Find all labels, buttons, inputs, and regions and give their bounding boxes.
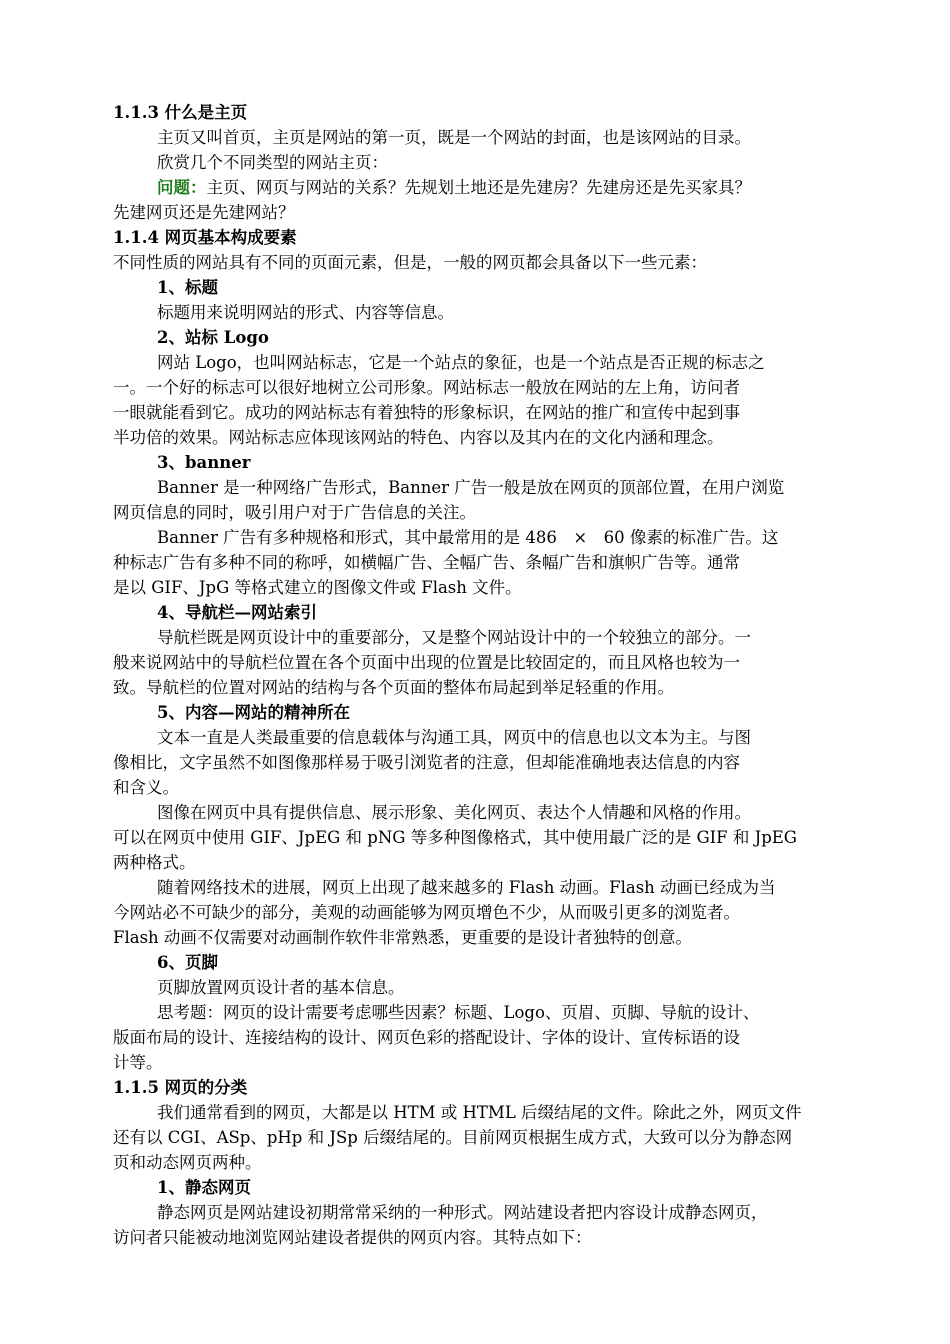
text-content: 1、标题 bbox=[157, 278, 218, 297]
text-content: 网页信息的同时，吸引用户对于广告信息的关注。 bbox=[113, 503, 476, 522]
text-content: 4、导航栏—网站索引 bbox=[157, 603, 317, 622]
question-label: 问题： bbox=[157, 178, 207, 197]
text-content: 像相比，文字虽然不如图像那样易于吸引浏览者的注意，但却能准确地表达信息的内容 bbox=[113, 753, 740, 772]
text-content: 可以在网页中使用 GIF、JpEG 和 pNG 等多种图像格式，其中使用最广泛的是 GIF 和 JpEG bbox=[113, 828, 797, 847]
text-content: 致。导航栏的位置对网站的结构与各个页面的整体布局起到举足轻重的作用。 bbox=[113, 678, 674, 697]
text-line bbox=[113, 175, 858, 200]
text-line bbox=[113, 800, 858, 825]
text-content: Banner 广告有多种规格和形式，其中最常用的是 486 × 60 像素的标准广告。这 bbox=[157, 528, 779, 547]
text-line bbox=[113, 875, 858, 900]
text-line bbox=[113, 1150, 858, 1175]
text-content: 访问者只能被动地浏览网站建设者提供的网页内容。其特点如下： bbox=[113, 1228, 592, 1247]
text-content: 思考题：网页的设计需要考虑哪些因素？标题、Logo、页眉、页脚、导航的设计、 bbox=[157, 1003, 760, 1022]
text-content: 1、静态网页 bbox=[157, 1178, 251, 1197]
text-content: 网站 Logo，也叫网站标志，它是一个站点的象征，也是一个站点是否正规的标志之 bbox=[157, 353, 765, 372]
text-line bbox=[113, 1000, 858, 1025]
text-content: 5、内容—网站的精神所在 bbox=[157, 703, 350, 722]
text-line bbox=[113, 850, 858, 875]
text-content: 种标志广告有多种不同的称呼，如横幅广告、全幅广告、条幅广告和旗帜广告等。通常 bbox=[113, 553, 740, 572]
text-line bbox=[113, 775, 858, 800]
text-content: 2、站标 Logo bbox=[157, 328, 269, 347]
text-content: Banner 是一种网络广告形式，Banner 广告一般是放在网页的顶部位置，在用户浏览 bbox=[157, 478, 785, 497]
text-content: 1.1.3 什么是主页 bbox=[113, 103, 248, 122]
text-line bbox=[113, 550, 858, 575]
text-line bbox=[113, 725, 858, 750]
text-content: 1.1.4 网页基本构成要素 bbox=[113, 228, 297, 247]
text-content: 一。一个好的标志可以很好地树立公司形象。网站标志一般放在网站的左上角，访问者 bbox=[113, 378, 740, 397]
text-content: 半功倍的效果。网站标志应体现该网站的特色、内容以及其内在的文化内涵和理念。 bbox=[113, 428, 724, 447]
text-line bbox=[113, 600, 858, 625]
text-content: 6、页脚 bbox=[157, 953, 218, 972]
text-line bbox=[113, 275, 858, 300]
text-line bbox=[113, 975, 858, 1000]
text-line bbox=[113, 1050, 858, 1075]
text-line bbox=[113, 1175, 858, 1200]
text-line bbox=[113, 425, 858, 450]
text-content: 今网站必不可缺少的部分，美观的动画能够为网页增色不少，从而吸引更多的浏览者。 bbox=[113, 903, 740, 922]
text-content: 图像在网页中具有提供信息、展示形象、美化网页、表达个人情趣和风格的作用。 bbox=[157, 803, 751, 822]
text-content: 欣赏几个不同类型的网站主页： bbox=[157, 153, 388, 172]
text-content: 般来说网站中的导航栏位置在各个页面中出现的位置是比较固定的，而且风格也较为一 bbox=[113, 653, 740, 672]
text-content: 页脚放置网页设计者的基本信息。 bbox=[157, 978, 405, 997]
text-line bbox=[113, 1125, 858, 1150]
text-line bbox=[113, 1200, 858, 1225]
text-content: 随着网络技术的进展，网页上出现了越来越多的 Flash 动画。Flash 动画已经成为当 bbox=[157, 878, 776, 897]
text-content: 是以 GIF、JpG 等格式建立的图像文件或 Flash 文件。 bbox=[113, 578, 522, 597]
text-content: 文本一直是人类最重要的信息载体与沟通工具，网页中的信息也以文本为主。与图 bbox=[157, 728, 751, 747]
text-content: 主页又叫首页，主页是网站的第一页，既是一个网站的封面，也是该网站的目录。 bbox=[157, 128, 751, 147]
text-line bbox=[113, 500, 858, 525]
text-line bbox=[113, 200, 858, 225]
text-line bbox=[113, 650, 858, 675]
text-line bbox=[113, 525, 858, 550]
text-line bbox=[113, 625, 858, 650]
text-content: 导航栏既是网页设计中的重要部分，又是整个网站设计中的一个较独立的部分。一 bbox=[157, 628, 751, 647]
text-content: 一眼就能看到它。成功的网站标志有着独特的形象标识，在网站的推广和宣传中起到事 bbox=[113, 403, 740, 422]
text-content: 3、banner bbox=[157, 453, 251, 472]
text-content: Flash 动画不仅需要对动画制作软件非常熟悉，更重要的是设计者独特的创意。 bbox=[113, 928, 692, 947]
text-line bbox=[113, 1100, 858, 1125]
text-line bbox=[113, 1025, 858, 1050]
text-line bbox=[113, 400, 858, 425]
text-content: 版面布局的设计、连接结构的设计、网页色彩的搭配设计、字体的设计、宣传标语的设 bbox=[113, 1028, 740, 1047]
text-line bbox=[113, 825, 858, 850]
text-line bbox=[113, 900, 858, 925]
text-content: 和含义。 bbox=[113, 778, 179, 797]
text-content: 1.1.5 网页的分类 bbox=[113, 1078, 248, 1097]
text-line bbox=[113, 1075, 858, 1100]
text-line bbox=[113, 675, 858, 700]
text-content: 主页、网页与网站的关系？先规划土地还是先建房？先建房还是先买家具？ bbox=[206, 178, 751, 197]
text-line bbox=[113, 125, 858, 150]
text-line bbox=[113, 150, 858, 175]
text-line bbox=[113, 950, 858, 975]
text-line bbox=[113, 300, 858, 325]
text-content: 两种格式。 bbox=[113, 853, 196, 872]
text-line bbox=[113, 350, 858, 375]
text-line bbox=[113, 750, 858, 775]
text-line bbox=[113, 575, 858, 600]
text-line bbox=[113, 375, 858, 400]
text-line bbox=[113, 100, 858, 125]
text-line bbox=[113, 325, 858, 350]
text-content: 先建网页还是先建网站？ bbox=[113, 203, 295, 222]
text-content: 静态网页是网站建设初期常常采纳的一种形式。网站建设者把内容设计成静态网页， bbox=[157, 1203, 768, 1222]
text-line bbox=[113, 925, 858, 950]
text-content: 标题用来说明网站的形式、内容等信息。 bbox=[157, 303, 454, 322]
text-content: 页和动态网页两种。 bbox=[113, 1153, 262, 1172]
text-line bbox=[113, 225, 858, 250]
text-line bbox=[113, 450, 858, 475]
text-content: 还有以 CGI、ASp、pHp 和 JSp 后缀结尾的。目前网页根据生成方式，大致可以分为静态网 bbox=[113, 1128, 793, 1147]
document-page bbox=[113, 100, 858, 1250]
text-content: 我们通常看到的网页，大都是以 HTM 或 HTML 后缀结尾的文件。除此之外，网页文件 bbox=[157, 1103, 802, 1122]
text-content: 不同性质的网站具有不同的页面元素，但是，一般的网页都会具备以下一些元素： bbox=[113, 253, 707, 272]
text-line bbox=[113, 700, 858, 725]
text-line bbox=[113, 250, 858, 275]
text-line bbox=[113, 1225, 858, 1250]
text-line bbox=[113, 475, 858, 500]
text-content: 计等。 bbox=[113, 1053, 163, 1072]
